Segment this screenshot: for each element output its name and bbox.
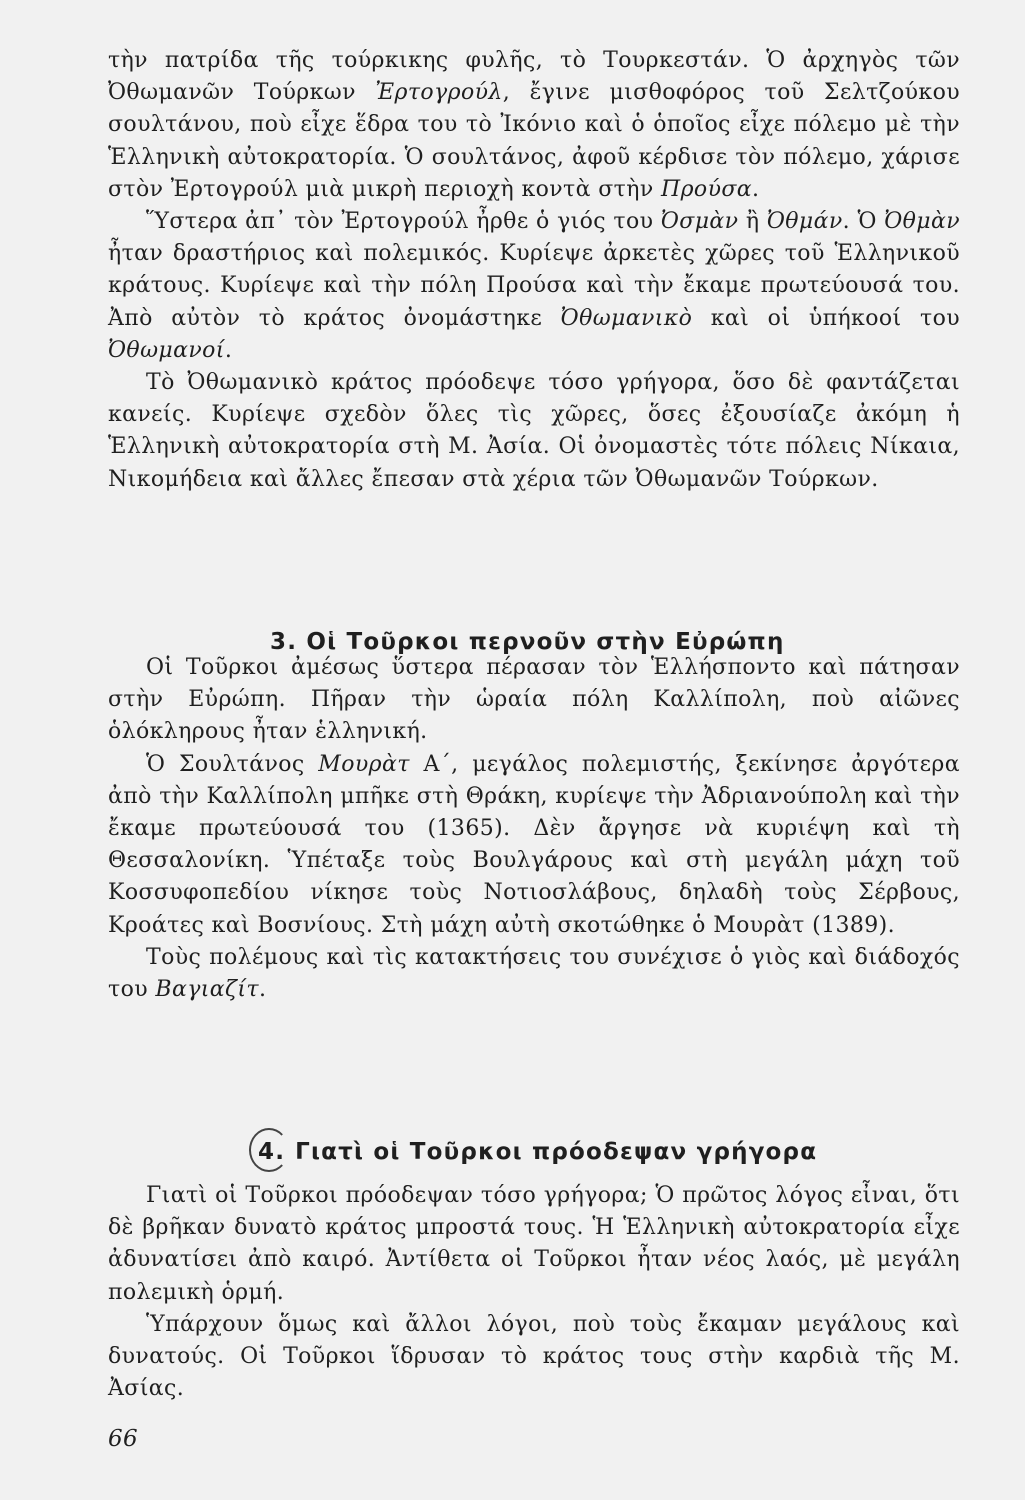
italic-run: Βαγιαζίτ	[155, 977, 259, 1003]
page-number: 66	[108, 1426, 139, 1452]
paragraph	[108, 1180, 960, 1309]
paragraph	[108, 367, 960, 496]
text-run: ἦταν δραστήριος καὶ πολεμικός. Κυρίεψε ἀρκετὲς χῶρες τοῦ Ἑλληνικοῦ κράτους. Κυρίεψε καὶ τὴν πόλη Προύσα καὶ τὴν ἔκαμε πρωτεύουσά του. Ἀπὸ αὐτὸν τὸ κράτος ὀνομάστηκε	[108, 241, 960, 331]
section-4-number: 4.	[258, 1136, 285, 1168]
paragraph	[108, 942, 960, 1006]
section-4-heading	[258, 1136, 817, 1168]
text-run: .	[258, 977, 267, 1003]
paragraph	[108, 749, 960, 942]
book-page	[108, 40, 960, 1480]
section-3-title: Οἱ Τοῦρκοι περνοῦν στὴν Εὐρώπη	[306, 629, 785, 655]
italic-run: Ὀσμὰν	[660, 209, 739, 235]
italic-run: Ὀθωμανικὸ	[560, 305, 693, 331]
text-run: ἢ	[738, 209, 767, 235]
text-run: Οἱ Τοῦρκοι ἀμέσως ὕστερα πέρασαν τὸν Ἑλλήσποντο καὶ πάτησαν στὴν Εὐρώπη. Πῆραν τὴν ὡραία πόλη Καλλίπολη, ποὺ αἰῶνες ὁλόκληρους ἦταν ἑλληνική.	[108, 655, 960, 745]
text-run: Ὑπάρχουν ὅμως καὶ ἄλλοι λόγοι, ποὺ τοὺς ἔκαμαν μεγάλους καὶ δυνατούς. Οἱ Τοῦρκοι ἵδρυσαν τὸ κράτος τους στὴν καρδιὰ τῆς Μ. Ἀσίας.	[108, 1311, 960, 1402]
text-run: Γιατὶ οἱ Τοῦρκοι πρόοδεψαν τόσο γρήγορα; Ὁ πρῶτος λόγος εἶναι, ὅτι δὲ βρῆκαν δυνατὸ κράτος μπροστά τους. Ἡ Ἑλληνικὴ αὐτοκρατορία εἶχε ἀδυνατίσει ἀπὸ καιρό. Ἀντίθετα οἱ Τοῦρκοι ἦταν νέος λαός, μὲ μεγάλη πολεμικὴ ὁρμή.	[108, 1183, 960, 1305]
text-run: , ἔγινε μισθοφόρος τοῦ Σελτζούκου σουλτάνου, ποὺ εἶχε ἕδρα του τὸ Ἰκόνιο καὶ ὁ ὁποῖος εἶχε πόλεμο μὲ τὴν Ἑλληνικὴ αὐτοκρατορία. Ὁ σουλτάνος, ἀφοῦ κέρδισε τὸν πόλεμο, χάρισε στὸν Ἐρτογρούλ μιὰ μικρὴ περιοχὴ κοντὰ στὴν	[108, 80, 960, 202]
italic-run: Προύσα	[661, 176, 753, 202]
text-run: Τὸ Ὀθωμανικὸ κράτος πρόοδεψε τόσο γρήγορα, ὅσο δὲ φαντάζεται κανείς. Κυρίεψε σχεδὸν ὅλες τὶς χῶρες, ὅσες ἐξουσίαζε ἀκόμη ἡ Ἑλληνικὴ αὐτοκρατορία στὴ Μ. Ἀσία. Οἱ ὀνομαστὲς τότε πόλεις Νίκαια, Νικομήδεια καὶ ἄλλες ἔπεσαν στὰ χέρια τῶν Ὀθωμανῶν Τούρκων.	[108, 370, 960, 492]
section-3-body	[108, 652, 960, 1006]
italic-run: Ὀθωμανοί	[108, 337, 225, 363]
paragraph	[108, 45, 960, 206]
italic-run: Ὀθμὰν	[884, 209, 960, 235]
section-top-body	[108, 45, 960, 496]
paragraph	[108, 206, 960, 367]
text-run: Α΄, μεγάλος πολεμιστής, ξεκίνησε ἀργότερα ἀπὸ τὴν Καλλίπολη μπῆκε στὴ Θράκη, κυρίεψε τὴν Ἀδριανούπολη καὶ τὴν ἔκαμε πρωτεύουσά του (1365). Δὲν ἄργησε νὰ κυριέψη καὶ τὴ Θεσσαλονίκη. Ὑπέταξε τοὺς Βουλγάρους καὶ στὴ μεγάλη μάχη τοῦ Κοσσυφοπεδίου νίκησε τοὺς Νοτιοσλάβους, δηλαδὴ τοὺς Σέρβους, Κροάτες καὶ Βοσνίους. Στὴ μάχη αὐτὴ σκοτώθηκε ὁ Μουρὰτ (1389).	[108, 751, 960, 938]
text-run: . Ὁ	[842, 209, 885, 235]
text-run: τὴν πατρίδα τῆς τούρκικης φυλῆς, τὸ Τουρκεστάν. Ὁ ἀρχηγὸς τῶν Ὀθωμανῶν Τούρκων	[108, 48, 960, 106]
italic-run: Ὀθμάν	[766, 209, 843, 235]
paragraph	[108, 1309, 960, 1406]
italic-run: Ἐρτογρούλ	[375, 80, 503, 106]
section-3-number: 3.	[270, 629, 298, 655]
italic-run: Μουρὰτ	[318, 751, 410, 777]
text-run: Ὕστερα ἀπ᾿ τὸν Ἐρτογρούλ ἦρθε ὁ γιός του	[146, 209, 661, 235]
text-run: καὶ οἱ ὑπήκοοί του	[692, 305, 960, 331]
text-run: .	[224, 337, 233, 363]
paragraph	[108, 652, 960, 749]
text-run: Τοὺς πολέμους καὶ τὶς κατακτήσεις του συνέχισε ὁ γιὸς καὶ διάδοχός του	[108, 944, 960, 1003]
section-4-title: Γιατὶ οἱ Τοῦρκοι πρόοδεψαν γρήγορα	[295, 1139, 818, 1165]
section-4-body	[108, 1180, 960, 1405]
text-run: .	[752, 176, 760, 202]
text-run: Ὁ Σουλτάνος	[146, 751, 319, 777]
